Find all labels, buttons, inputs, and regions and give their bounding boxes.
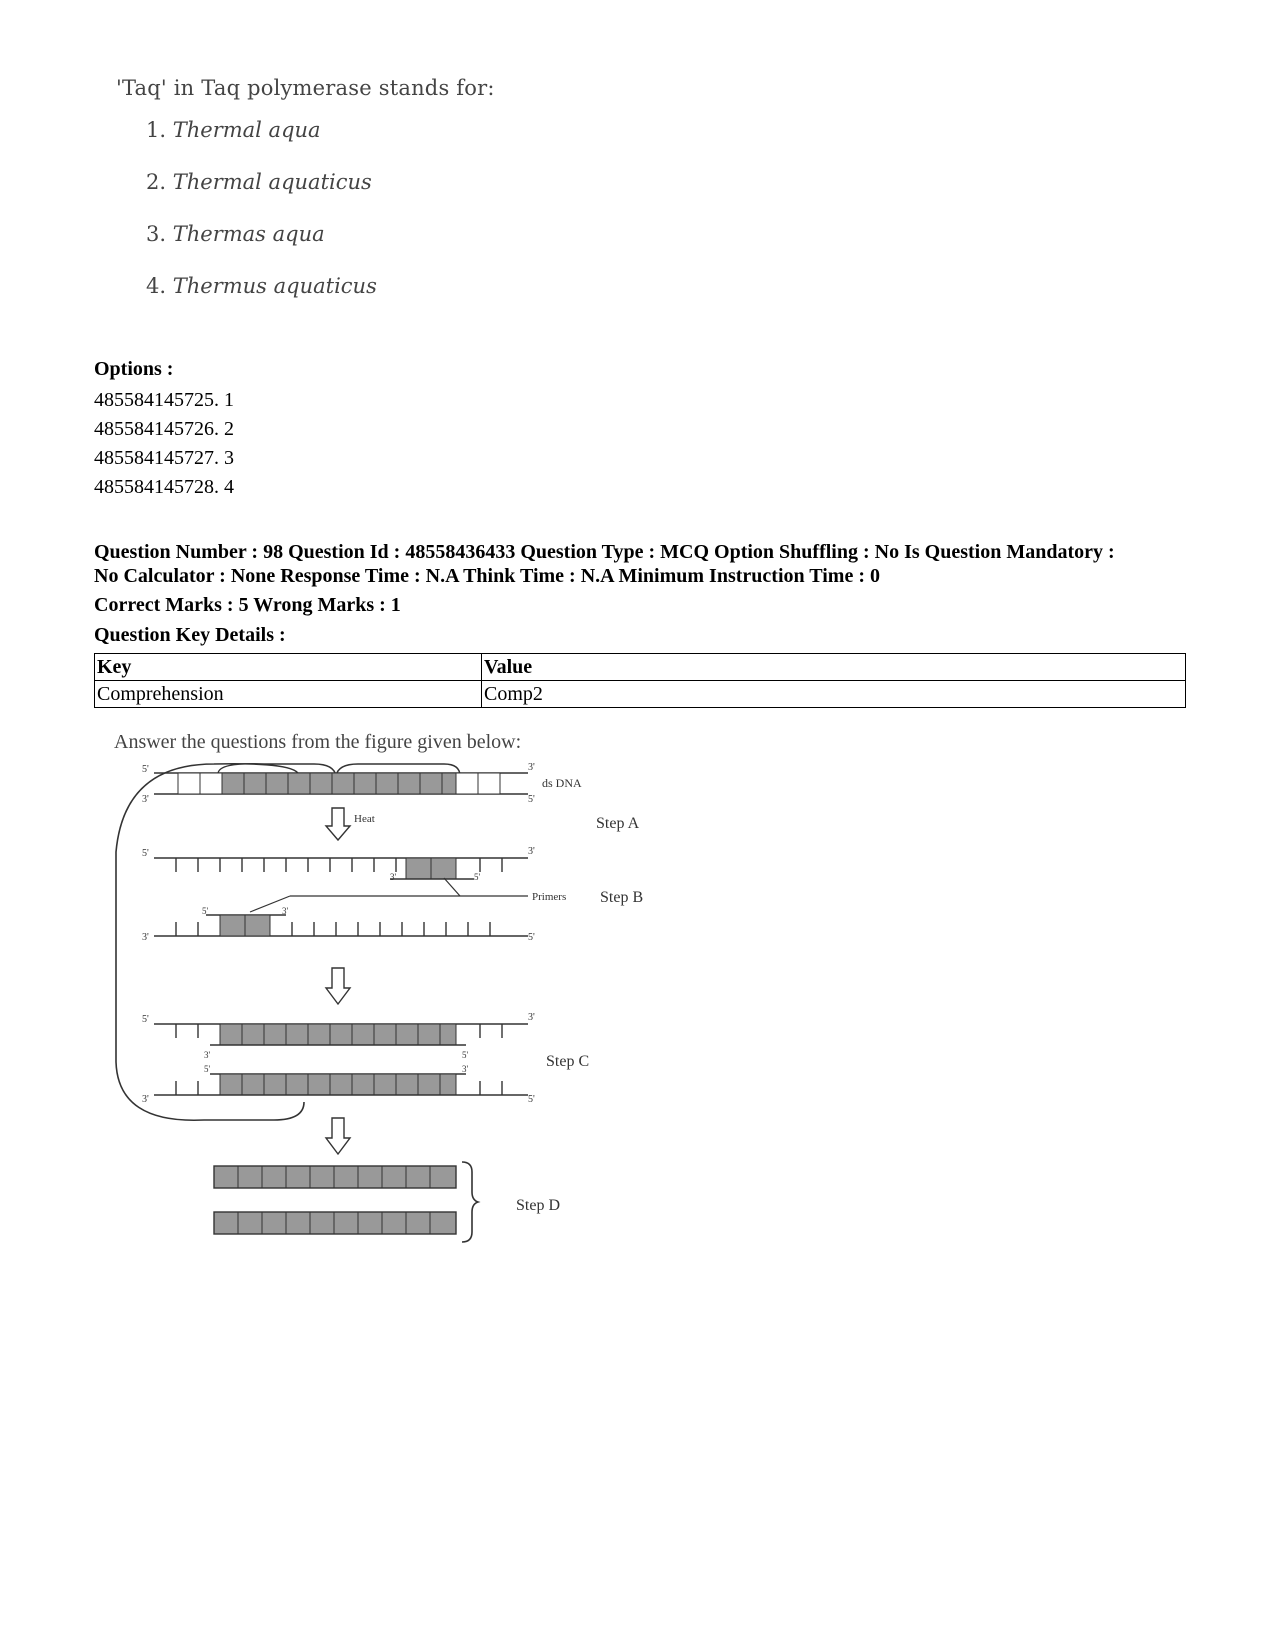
question-option-1 [146, 118, 532, 142]
label-5-prime: 5' [204, 1064, 211, 1074]
label-5-prime: 5' [462, 1050, 469, 1060]
option-text: Thermal aquaticus [172, 170, 372, 194]
options-heading: Options : [94, 358, 174, 380]
pcr-figure [114, 732, 714, 1312]
option-text: Thermas aqua [172, 222, 325, 246]
label-3-prime: 3' [528, 1012, 535, 1023]
ds-dna-label: ds DNA [542, 776, 582, 790]
table-header-row [95, 654, 1186, 681]
option-id-4: 485584145728. 4 [94, 476, 234, 498]
down-arrow-icon [326, 1118, 350, 1154]
step-c-label: Step C [546, 1053, 590, 1070]
question-option-3 [146, 222, 532, 246]
marks-line: Correct Marks : 5 Wrong Marks : 1 [94, 594, 401, 616]
question-option-2 [146, 170, 532, 194]
step-a-label: Step A [596, 815, 640, 832]
option-text: Thermal aqua [172, 118, 321, 142]
step-d-label: Step D [516, 1197, 560, 1214]
label-3-prime: 3' [142, 1094, 149, 1105]
option-number: 2. [146, 170, 167, 194]
header-key: Key [95, 654, 482, 681]
extended-block [220, 1024, 456, 1045]
option-number: 4. [146, 274, 167, 298]
option-text: Thermus aquaticus [172, 274, 377, 298]
options-list [94, 386, 234, 502]
header-value: Value [482, 654, 1186, 681]
question-prompt: 'Taq' in Taq polymerase stands for: [116, 76, 495, 100]
label-3-prime: 3' [282, 906, 289, 916]
heat-label: Heat [354, 813, 375, 825]
label-3-prime: 3' [528, 846, 535, 857]
label-5-prime: 5' [142, 1014, 149, 1025]
option-number: 3. [146, 222, 167, 246]
label-5-prime: 5' [202, 906, 209, 916]
label-5-prime: 5' [528, 794, 535, 805]
option-number: 1. [146, 118, 167, 142]
question-option-4 [146, 274, 532, 298]
question-meta-line-2: No Calculator : None Response Time : N.A Think Time : N.A Minimum Instruction Time : 0 [94, 565, 880, 587]
option-id-3: 485584145727. 3 [94, 447, 234, 469]
label-3-prime: 3' [528, 762, 535, 773]
primers-label: Primers [532, 891, 567, 903]
down-arrow-icon [326, 968, 350, 1004]
label-5-prime: 5' [528, 932, 535, 943]
question-meta-line-1: Question Number : 98 Question Id : 48558436433 Question Type : MCQ Option Shuffling : No Is Question Mandatory : [94, 541, 1115, 563]
extended-block [220, 1074, 456, 1095]
pcr-diagram [114, 732, 714, 1312]
step-d-products [214, 1166, 456, 1234]
ds-dna-blocks [178, 773, 500, 794]
option-id-1: 485584145725. 1 [94, 389, 234, 411]
key-details-heading: Question Key Details : [94, 624, 286, 646]
down-arrow-icon [326, 808, 350, 840]
cell-value: Comp2 [482, 681, 1186, 708]
label-3-prime: 3' [204, 1050, 211, 1060]
option-id-2: 485584145726. 2 [94, 418, 234, 440]
key-details-table [94, 653, 1186, 708]
cell-key: Comprehension [95, 681, 482, 708]
label-5-prime: 5' [474, 872, 481, 882]
question-image [112, 76, 532, 326]
label-3-prime: 3' [142, 932, 149, 943]
step-b-label: Step B [600, 889, 644, 906]
label-5-prime: 5' [142, 848, 149, 859]
label-5-prime: 5' [142, 764, 149, 775]
step-d-brace [462, 1162, 478, 1242]
label-3-prime: 3' [142, 794, 149, 805]
table-row [95, 681, 1186, 708]
figure-caption: Answer the questions from the figure given below: [114, 732, 522, 753]
label-3-prime: 3' [390, 872, 397, 882]
question-meta [94, 540, 1194, 588]
label-5-prime: 5' [528, 1094, 535, 1105]
label-3-prime: 3' [462, 1064, 469, 1074]
